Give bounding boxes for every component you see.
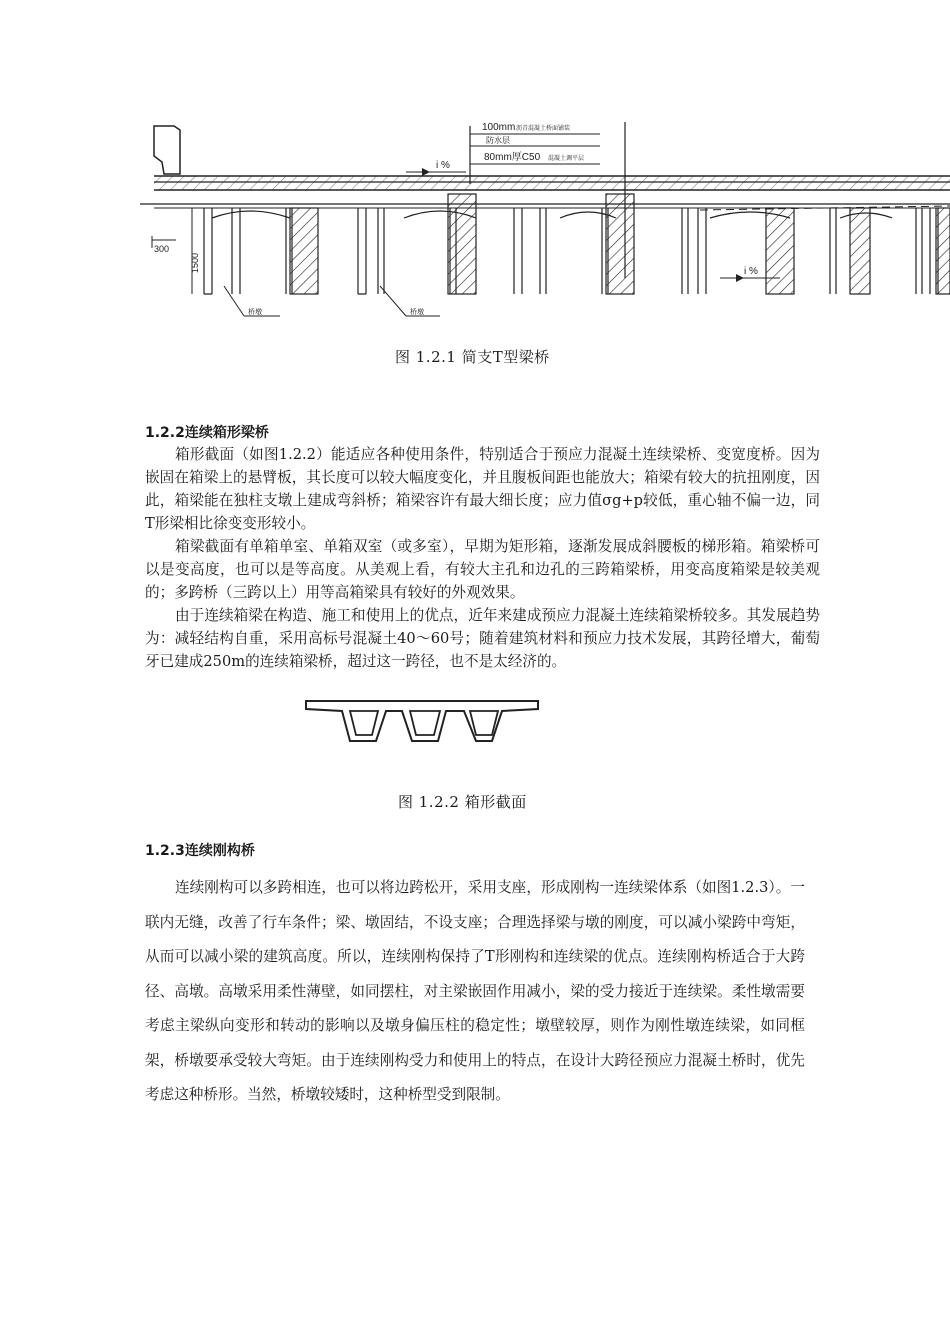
label-waterproof: 防水层 xyxy=(486,136,510,145)
label-concrete-note: 混凝土调平层 xyxy=(548,155,585,162)
leader-label-2: 桥墩 xyxy=(410,308,424,316)
paragraph-1: 箱形截面（如图1.2.2）能适应各种使用条件，特别适合于预应力混凝土连续梁桥、变宽度桥。因为嵌固在箱梁上的悬臂板，其长度可以较大幅度变化，并且腹板间距也能放大；箱梁有较大的抗扭刚度，因此，箱梁能在独柱支墩上建成弯斜桥；箱梁容许有最大细长度；应力值σg+p较低，重心轴不偏一边，同T形梁相比徐变变形较小。 xyxy=(145,446,820,532)
figure-t-beam-bridge xyxy=(140,118,950,328)
label-top-layer: 100mm xyxy=(482,122,516,133)
box-section-drawing xyxy=(302,695,542,745)
label-concrete: 80mm厚C50 xyxy=(484,152,541,163)
leader-label-1: 桥墩 xyxy=(248,308,262,316)
paragraph-3: 由于连续箱梁在构造、施工和使用上的优点，近年来建成预应力混凝土连续箱梁桥较多。其发展趋势为：减轻结构自重，采用高标号混凝土40～60号；随着建筑材料和预应力技术发展，其跨径增大，葡萄牙已建成250m的连续箱梁桥，超过这一跨径，也不是太经济的。 xyxy=(145,607,820,670)
t-beam-bridge-drawing xyxy=(140,118,950,328)
section-1-2-3-heading: 1.2.3连续刚构桥 xyxy=(145,843,255,859)
dimension-1500: 1500 xyxy=(190,252,200,273)
paragraph-2: 箱梁截面有单箱单室、单箱双室（或多室），早期为矩形箱，逐渐发展成斜腰板的梯形箱。箱梁桥可以是变高度，也可以是等高度。从美观上看，有较大主孔和边孔的三跨箱梁桥，用变高度箱梁是较美观的；多跨桥（三跨以上）用等高箱梁具有较好的外观效果。 xyxy=(145,538,820,601)
label-slope-2: i % xyxy=(744,266,758,277)
figure-2-caption: 图 1.2.2 箱形截面 xyxy=(398,793,527,811)
deck-pavement xyxy=(154,176,950,190)
label-asphalt-note: 沥青混凝土桥面铺装 xyxy=(516,125,571,132)
section-1-2-3-paragraph: 连续刚构可以多跨相连，也可以将边跨松开，采用支座，形成刚构一连续梁体系（如图1.2.3）。一联内无缝，改善了行车条件；梁、墩固结，不设支座；合理选择梁与墩的刚度，可以减小梁跨中弯矩，从而可以减小梁的建筑高度。所以，连续刚构保持了T形刚构和连续梁的优点。连续刚构桥适合于大跨径、高墩。高墩采用柔性薄壁，如同摆柱，对主梁嵌固作用减小，梁的受力接近于连续梁。柔性墩需要考虑主梁纵向变形和转动的影响以及墩身偏压柱的稳定性；墩壁较厚，则作为刚性墩连续梁，如同框架，桥墩要承受较大弯矩。由于连续刚构受力和使用上的特点，在设计大跨径预应力混凝土桥时，优先考虑这种桥形。当然，桥墩较矮时，这种桥型受到限制。 xyxy=(145,879,805,1103)
section-1-2-2-heading: 1.2.2连续箱形梁桥 xyxy=(145,425,269,441)
label-slope-1: i % xyxy=(436,160,450,171)
figure-box-section xyxy=(302,695,542,745)
section-1-2-2-body xyxy=(145,443,820,673)
box-cell-2 xyxy=(410,711,440,735)
figure-1-caption: 图 1.2.1 简支T型梁桥 xyxy=(395,348,550,366)
dimension-300: 300 xyxy=(154,244,170,254)
box-cell-1 xyxy=(350,711,378,735)
box-cell-3 xyxy=(470,711,498,735)
parapet-shape xyxy=(154,126,180,174)
hatched-diaphragms xyxy=(290,194,950,294)
